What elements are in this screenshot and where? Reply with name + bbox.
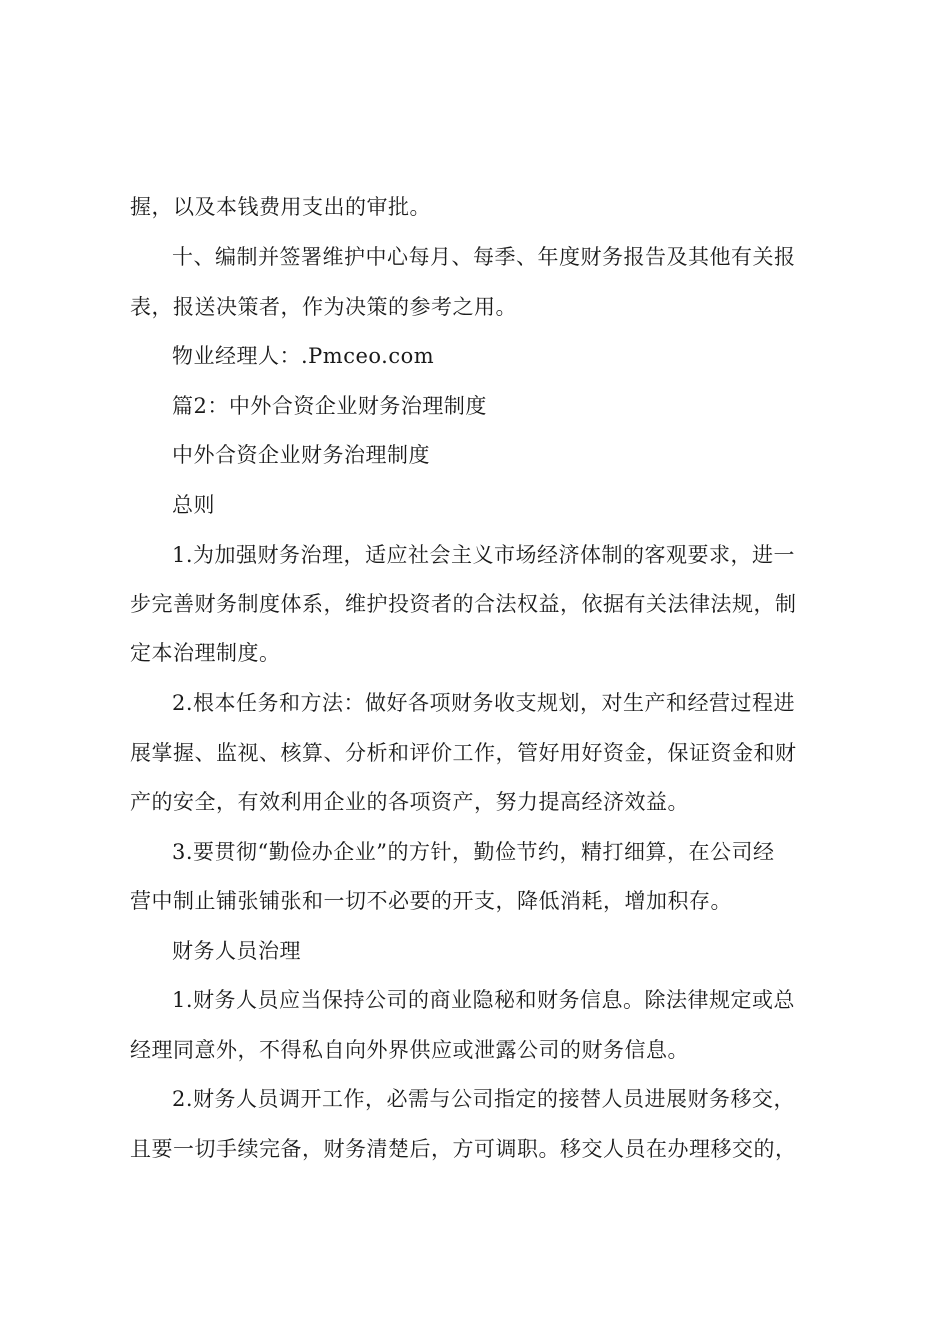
paragraph-line: 步完善财务制度体系，维护投资者的合法权益，依据有关法律法规，制 [130,592,797,616]
paragraph-line: 2.根本任务和方法：做好各项财务收支规划，对生产和经营过程进 [172,691,796,715]
website-line: 物业经理人：.Pmceo.com [172,344,435,368]
paragraph-line: 十、编制并签署维护中心每月、每季、年度财务报告及其他有关报 [172,245,796,269]
paragraph-line: 3.要贯彻“勤俭办企业”的方针，勤俭节约，精打细算，在公司经 [172,840,775,864]
section-heading-staff: 财务人员治理 [172,939,301,963]
paragraph-line: 握，以及本钱费用支出的审批。 [130,195,431,219]
document-title: 中外合资企业财务治理制度 [172,443,430,467]
section-title: 篇2：中外合资企业财务治理制度 [172,394,487,418]
paragraph-line: 且要一切手续完备，财务清楚后，方可调职。移交人员在办理移交的， [130,1137,797,1161]
paragraph-line: 1.财务人员应当保持公司的商业隐秘和财务信息。除法律规定或总 [172,988,796,1012]
paragraph-line: 1.为加强财务治理，适应社会主义市场经济体制的客观要求，进一 [172,543,796,567]
paragraph-line: 展掌握、监视、核算、分析和评价工作，管好用好资金，保证资金和财 [130,741,797,765]
paragraph-line: 表，报送决策者，作为决策的参考之用。 [130,295,517,319]
paragraph-line: 营中制止铺张铺张和一切不必要的开支，降低消耗，增加积存。 [130,889,732,913]
paragraph-line: 2.财务人员调开工作，必需与公司指定的接替人员进展财务移交， [172,1087,796,1111]
paragraph-line: 定本治理制度。 [130,641,281,665]
paragraph-line: 产的安全，有效利用企业的各项资产，努力提高经济效益。 [130,790,689,814]
section-heading-general: 总则 [172,493,215,517]
paragraph-line: 经理同意外，不得私自向外界供应或泄露公司的财务信息。 [130,1038,689,1062]
